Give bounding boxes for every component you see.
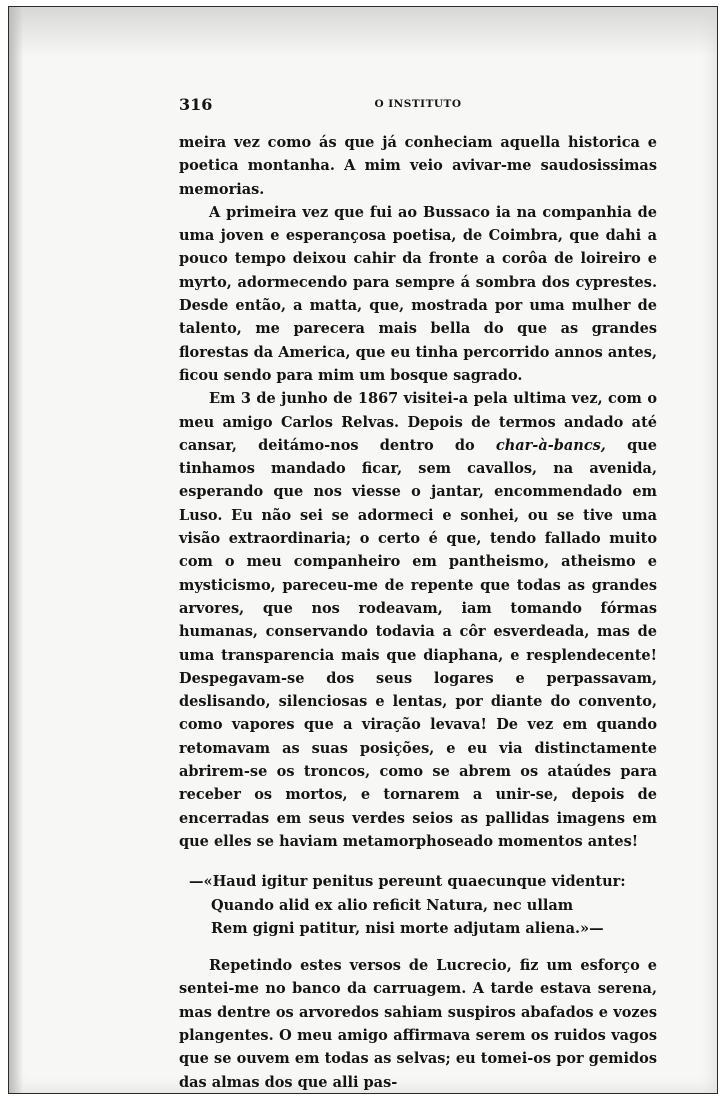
page-body <box>179 131 657 1094</box>
italic-term: char-à-bancs, <box>495 436 606 454</box>
paragraph-continued: meira vez como ás que já conheciam aquella historica e poetica montanha. A mim veio avivar-me saudosissimas memorias. <box>179 134 657 198</box>
journal-title: O INSTITUTO <box>374 98 462 110</box>
paragraph-text-start: Em 3 de junho de 1867 visitei-a pela ultima vez, com o meu amigo Carlos Relvas. Depois de termos andado até cansar, deitámo-nos dentro do <box>179 390 657 454</box>
verse-line: —«Haud igitur penitus pereunt quaecunque videntur: <box>189 873 626 891</box>
paragraph-text-end: que tinhamos mandado ficar, sem cavallos, na avenida, esperando que nos viesse o jantar, encommendado em Luso. Eu não sei se adormeci e sonhei, ou se tive uma visão extraordinaria; o certo é que, tendo fallado muito com o meu companheiro em pantheismo, atheismo e mysticismo, pareceu-me de repente que todas as grandes arvores, que nos rodeavam, iam tomando fórmas humanas, conservando todavia a côr esverdeada, mas de uma transparencia mais que diaphana, e resplendecente! Despegavam-se dos seus logares e perpassavam, deslisando, silenciosas e lentas, por diante do convento, como vapores que a viração levava! De vez em quando retomavam as suas posições, e eu via distinctamente abrirem-se os troncos, como se abrem os ataúdes para receber os mortos, e tornarem a unir-se, depois de encerradas em seus verdes seios as pallidas imagens em que elles se haviam metamorphoseado momentos antes! <box>179 436 657 850</box>
paragraph-last-visit <box>179 387 657 853</box>
book-page <box>8 6 718 1094</box>
page-number: 316 <box>179 95 213 114</box>
latin-verse-quote <box>179 870 657 940</box>
paragraph-bussaco-first-visit: A primeira vez que fui ao Bussaco ia na companhia de uma joven e esperançosa poetisa, de Coimbra, que dahi a pouco tempo deixou cahir da fronte a corôa de loireiro e myrto, adormecendo para sempre á sombra dos cyprestes. Desde então, a matta, que, mostrada por uma mulher de talento, me parecera mais bella do que as grandes florestas da America, que eu tinha percorrido annos antes, ficou sendo para mim um bosque sagrado. <box>179 203 657 384</box>
running-head <box>179 95 657 115</box>
verse-line: Quando alid ex alio reficit Natura, nec ullam <box>211 896 574 914</box>
verse-line: Rem gigni patitur, nisi morte adjutam aliena.»— <box>211 919 604 937</box>
paragraph-repeating-verses: Repetindo estes versos de Lucrecio, fiz um esforço e sentei-me no banco da carruagem. A tarde estava serena, mas dentre os arvoredos sahiam suspiros abafados e vozes plangentes. O meu amigo affirmava serem os ruidos vagos que se ouvem em todas as selvas; eu tomei-os por gemidos das almas dos que alli pas- <box>179 957 657 1091</box>
